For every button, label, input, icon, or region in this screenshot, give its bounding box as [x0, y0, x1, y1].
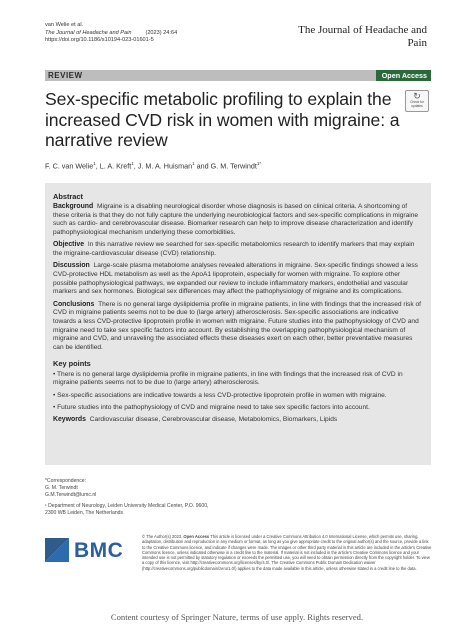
- keywords-label: Keywords: [53, 416, 86, 424]
- key-point-item: [53, 371, 423, 388]
- license-body: This article is licensed under a Creative Commons Attribution 4.0 International License, which permits use, sharing, adaptation, distribution and reproduction in any medium or format, as long as you give appropriate credit to the original author(s) and the source, provide a link to the Creative Commons licence, and indicate if changes were made. The images or other third party material in this article are included in the article's Creative Commons licence, unless indicated otherwise in a credit line to the material. If material is not included in the article's Creative Commons licence and your intended use is not permitted by statutory regulation or exceeds the permitted use, you will need to obtain permission directly from the copyright holder. To view a copy of this licence, visit http://creativecommons.org/licenses/by/4.0/. The Creative Commons Public Domain Dedication waiver (http://creativecommons.org/publicdomain/zero/1.0/) applies to the data made available in this article, unless otherwise stated in a credit line to the data.: [142, 534, 432, 571]
- year-ref: (2023) 24:64: [145, 29, 178, 36]
- courtesy-footer: Content courtesy of Springer Nature, terms of use apply. Rights reserved.: [110, 612, 364, 622]
- abstract-section: [53, 262, 423, 297]
- abstract-section-label: Objective: [53, 241, 85, 249]
- abstract-section-text: Migraine is a disabling neurological disorder whose diagnosis is based on clinical criteria. A shortcoming of these criteria is that they do not fully capture the underlying neurobiological factors and sex-specific complications in migraine such as cardio- and cerebrovascular disease. Biomarker research can help to improve disease characterization and identify pathophysiological mechanism underlying these comorbidities.: [53, 203, 419, 237]
- abstract-section: [53, 301, 423, 353]
- author-name[interactable]: G. M. Terwindt: [210, 161, 257, 171]
- abstract-section-text: In this narrative review we searched for sex-specific metabolomics research to identify markers that may explain the migraine-cardiovascular disease (CVD) relationship.: [53, 241, 415, 258]
- running-header: [45, 22, 177, 45]
- open-access-badge: Open Access: [376, 70, 431, 81]
- license-open-access: Open Access: [183, 534, 210, 539]
- keywords-text: Cardiovascular disease, Cerebrovascular disease, Metabolomics, Biomarkers, Lipids: [89, 416, 338, 424]
- abstract-box: [45, 183, 431, 465]
- bmc-logo: [45, 538, 133, 566]
- check-for-updates-button[interactable]: [405, 90, 429, 112]
- key-point-item: [53, 404, 423, 413]
- affiliation-line-2: 2300 WB Leiden, The Netherlands: [45, 509, 124, 516]
- journal-short: The Journal of Headache and Pain: [45, 29, 132, 36]
- abstract-heading: Abstract: [53, 192, 83, 201]
- correspondence-block: [45, 478, 245, 517]
- correspondence-label: *Correspondence:: [45, 478, 87, 484]
- key-point-text: Future studies into the pathophysiology of CVD and migraine need to take sex specific factors into account.: [57, 403, 370, 411]
- license-copyright: © The Author(s) 2023.: [142, 534, 183, 539]
- key-points-heading: Key points: [53, 358, 91, 368]
- abstract-section: [53, 241, 423, 258]
- abstract-section-label: Background: [53, 203, 94, 210]
- bmc-logo-text: BMC: [74, 539, 124, 562]
- bullet-icon: •: [53, 403, 58, 411]
- author-affiliation-marker: 1*: [256, 161, 262, 166]
- bullet-icon: •: [53, 370, 58, 378]
- correspondence-email[interactable]: G.M.Terwindt@lumc.nl: [45, 491, 97, 498]
- author-affiliation-marker: 1: [192, 161, 195, 166]
- key-point-item: [53, 392, 423, 401]
- abstract-section: [53, 203, 423, 238]
- author-name[interactable]: L. A. Kreft: [99, 161, 132, 171]
- license-text: [142, 534, 432, 571]
- citation-journal: [45, 30, 177, 38]
- affiliation-line-1: ¹ Department of Neurology, Leiden University Medical Center, P.O. 9600,: [45, 502, 209, 509]
- author-name[interactable]: F. C. van Welie: [45, 161, 94, 171]
- refresh-icon: ↻: [413, 91, 421, 101]
- key-points-list: [53, 371, 423, 413]
- abstract-section-text: Large-scale plasma metabolome analyses revealed alterations in migraine. Sex-specific findings showed a less CVD-protective HDL metabolism as well as the ApoA1 lipoprotein, especially for women with migraine. To explore other possible pathophysiological pathways, we expanded our review to include inflammatory markers, endothelial and vascular markers and sex hormones. Biological sex differences may affect the pathophysiology of migraine and its complications.: [53, 262, 418, 296]
- article-title: Sex-specific metabolic profiling to explain the increased CVD risk in women with migraine: a narrative review: [45, 89, 400, 151]
- citation-authors: van Welie et al.: [45, 22, 84, 28]
- correspondence-name: G. M. Terwindt: [45, 484, 78, 491]
- abstract-section-label: Discussion: [53, 262, 90, 270]
- key-point-text: There is no general large dyslipidemia profile in migraine patients, in line with findings that the increased risk of CVD in migraine patients seems not to be due to (large artery) atherosclerosis.: [53, 370, 403, 387]
- key-point-text: Sex-specific associations are indicative towards a less CVD-protective lipoprotein profile in women with migraine.: [57, 391, 387, 399]
- author-affiliation-marker: 1: [131, 161, 134, 166]
- abstract-section-text: There is no general large dyslipidemia profile in migraine patients, in line with findings that the increased risk of CVD in migraine patients seems not to be due to (large artery) atherosclerosis. Sex-specific associations are indicative towards a less CVD-protective lipoprotein profile in women with migraine. Future studies into the pathophysiology of CVD and migraine need to take sex specific factors into account. By establishing the overlapping pathophysiological mechanism of migraine and CVD, and unraveling the associated effects these diseases exert on each other, better preventative measures can be identified.: [53, 300, 421, 352]
- abstract-section-label: Conclusions: [53, 300, 95, 308]
- author-name[interactable]: J. M. A. Huisman: [137, 161, 193, 171]
- doi-link[interactable]: https://doi.org/10.1186/s10194-023-01601-5: [45, 37, 154, 44]
- article-type-bar: [45, 70, 431, 81]
- journal-name: The Journal of Headache and Pain: [298, 24, 427, 49]
- article-type-label: REVIEW: [48, 71, 83, 80]
- author-list: F. C. van Welie$^1$, L. A. Kreft$^1$, J. M. A. Huisman$^1$ and G. M. Terwindt$^{1*}$: [45, 161, 262, 171]
- abstract-sections: [53, 203, 423, 353]
- check-for-updates-label: Check for updates: [410, 100, 424, 108]
- keywords-line: [53, 416, 423, 425]
- bullet-icon: •: [53, 391, 58, 399]
- author-affiliation-marker: 1: [93, 161, 96, 166]
